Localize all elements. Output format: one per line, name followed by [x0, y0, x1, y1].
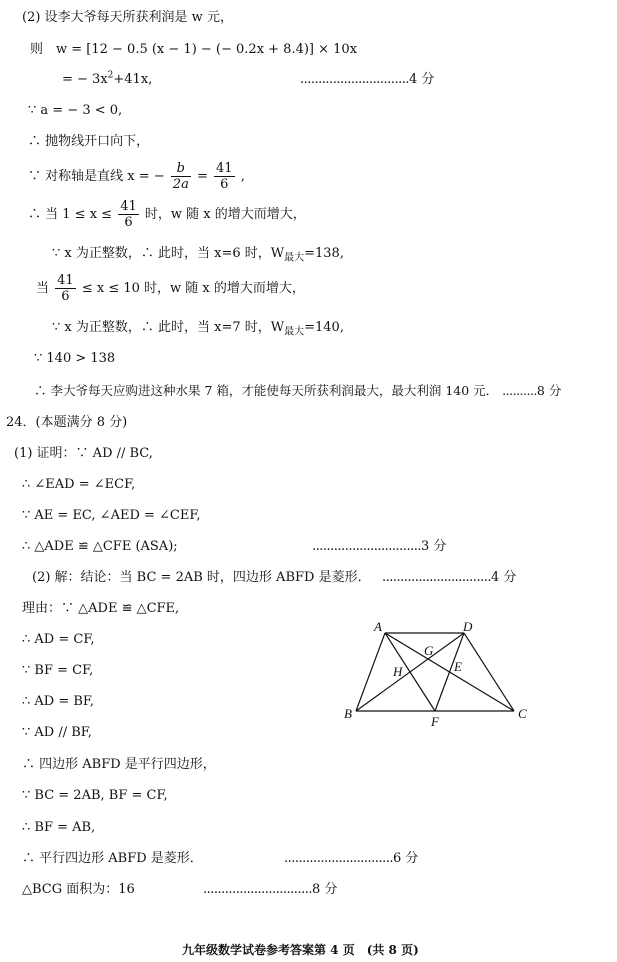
frac-den: 6: [220, 177, 229, 192]
case1-int-text: ∵ x 为正整数，∴ 此时，当 x=6 时，W: [52, 246, 285, 261]
leader-dots: ..........: [502, 383, 537, 398]
label-C: C: [518, 706, 527, 721]
frac-num: 41: [120, 199, 137, 214]
reason-line-4: ∵ AD // BF,: [22, 725, 92, 740]
reason-line-0: 理由：∵ △ADE ≌ △CFE,: [22, 601, 180, 616]
score-4-b: [382, 570, 516, 586]
frac-den: 6: [61, 289, 70, 304]
label-D: D: [463, 619, 473, 634]
fraction-41-6: [214, 161, 235, 192]
max-subscript: 最大: [284, 326, 305, 338]
score-4-a: [300, 72, 434, 88]
leader-dots: ..............................: [203, 882, 312, 897]
label-A: A: [374, 619, 382, 634]
parabola-open-down: ∴ 抛物线开口向下，: [28, 134, 150, 149]
coefficient-line: ∵ a = − 3 < 0,: [28, 103, 123, 118]
leader-dots: ..............................: [300, 72, 409, 87]
area-answer: △BCG 面积为：16: [22, 882, 135, 897]
case1-integer: [52, 246, 344, 262]
score-label: 6 分: [392, 851, 419, 866]
axis-prefix: ∵ 对称轴是直线 x = −: [28, 169, 165, 184]
figure-lines: [356, 633, 514, 711]
segment-DC: [464, 633, 514, 711]
case2-suffix: ≤ x ≤ 10 时，w 随 x 的增大而增大，: [81, 281, 305, 296]
case1-prefix: ∴ 当 1 ≤ x ≤: [28, 207, 113, 222]
proof-intro: (1) 证明：∵ AD // BC,: [14, 446, 153, 461]
frac-num: 41: [57, 273, 74, 288]
part2-heading: (2) 设李大爷每天所获利润是 w 元，: [22, 10, 233, 25]
profit-simplified: [62, 72, 152, 88]
equals: =: [196, 169, 208, 184]
fraction-b-2a: [171, 161, 191, 192]
max-subscript: 最大: [284, 252, 305, 264]
reason-line-2: ∵ BF = CF,: [22, 663, 94, 678]
comparison-line: ∵ 140 > 138: [34, 351, 116, 366]
reason-line-8: ∴ 平行四边形 ABFD 是菱形．: [22, 851, 203, 866]
label-E: E: [454, 659, 462, 674]
score-label: 8 分: [536, 383, 562, 398]
reason-line-7: ∴ BF = AB,: [22, 820, 96, 835]
score-label: 4 分: [490, 570, 517, 585]
frac-num: 41: [216, 161, 233, 176]
label-B: B: [344, 706, 352, 721]
score-label: 8 分: [311, 882, 338, 897]
case2-line: [36, 272, 305, 306]
page-footer: 九年级数学试卷参考答案第 4 页 (共 8 页): [182, 943, 419, 957]
geometry-figure: [340, 615, 540, 730]
final-conclusion: [34, 383, 561, 399]
frac-den: 6: [124, 215, 133, 230]
score-label: 3 分: [420, 539, 447, 554]
frac-den: 2a: [172, 177, 189, 192]
case1-suffix: 时，w 随 x 的增大而增大，: [144, 207, 306, 222]
segment-AB: [356, 633, 385, 711]
fraction-41-6: [118, 199, 139, 230]
reason-line-1: ∴ AD = CF,: [22, 632, 95, 647]
score-6: [284, 851, 418, 867]
case2-prefix: 当: [36, 281, 50, 296]
case2-integer: [52, 320, 344, 336]
profit-equation: 则 w = [12 − 0.5 (x − 1) − (− 0.2x + 8.4)] × 10x: [30, 42, 358, 57]
leader-dots: ..............................: [284, 851, 393, 866]
score-3: [312, 539, 446, 555]
score-label: 4 分: [408, 72, 435, 87]
score-8: [203, 882, 337, 898]
label-F: F: [431, 714, 439, 729]
case2-int-text: ∵ x 为正整数，∴ 此时，当 x=7 时，W: [52, 320, 285, 335]
eq2-lhs: = − 3x: [62, 72, 108, 87]
axis-suffix: ,: [240, 169, 245, 184]
reason-line-6: ∵ BC = 2AB, BF = CF,: [22, 788, 168, 803]
label-G: G: [424, 643, 434, 658]
reason-line-5: ∴ 四边形 ABFD 是平行四边形，: [22, 757, 216, 772]
case1-line: [28, 198, 306, 232]
conclusion-text: ∴ 李大爷每天应购进这种水果 7 箱，才能使每天所获利润最大，最大利润 140 元．: [34, 383, 499, 398]
reason-line-3: ∴ AD = BF,: [22, 694, 95, 709]
leader-dots: ..............................: [312, 539, 421, 554]
proof-line-3: ∴ △ADE ≌ △CFE (ASA);: [22, 539, 178, 554]
frac-num: b: [171, 161, 191, 177]
axis-of-symmetry: [28, 160, 245, 194]
case1-int-value: =138,: [304, 246, 344, 261]
eq2-rhs: +41x,: [113, 72, 153, 87]
leader-dots: ..............................: [382, 570, 491, 585]
case2-int-value: =140,: [304, 320, 344, 335]
part2-conclusion: (2) 解：结论：当 BC = 2AB 时，四边形 ABFD 是菱形．: [32, 570, 371, 585]
fraction-41-6: [55, 273, 76, 304]
q24-title: 24．(本题满分 8 分): [6, 415, 128, 430]
proof-line-2: ∵ AE = EC, ∠AED = ∠CEF,: [22, 508, 201, 523]
eq2-exponent: 2: [107, 70, 114, 81]
proof-line-1: ∴ ∠EAD = ∠ECF,: [22, 477, 136, 492]
label-H: H: [393, 664, 403, 679]
